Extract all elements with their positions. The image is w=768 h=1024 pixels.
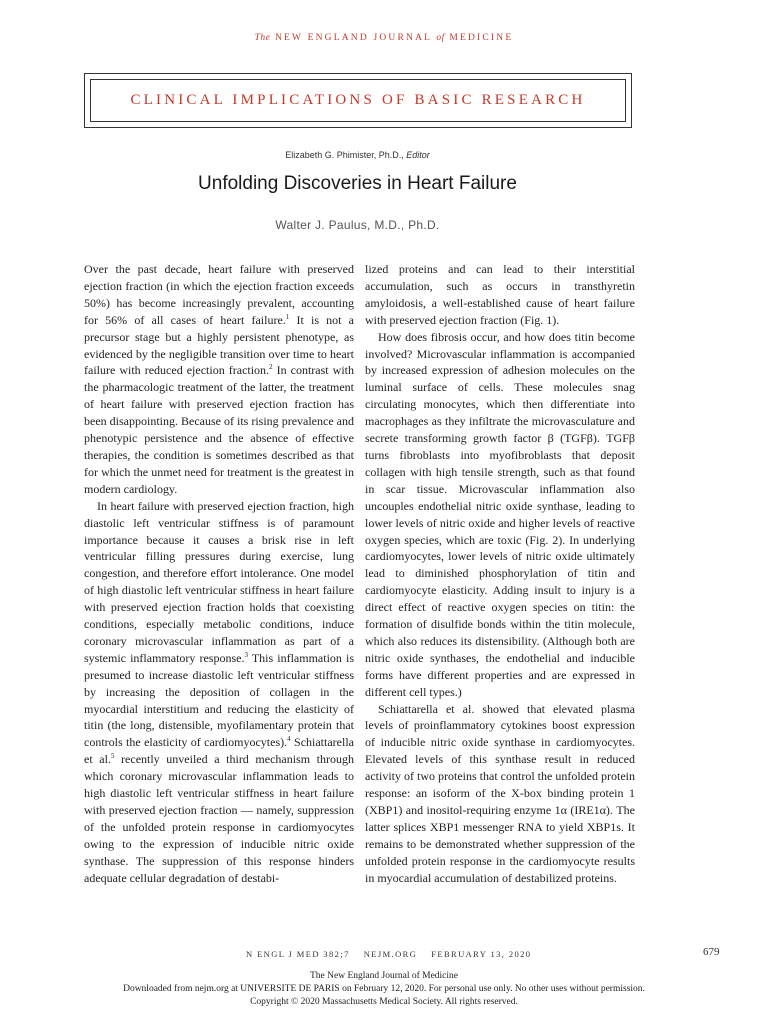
text-run: This inflammation is presumed to increase diastolic left ventricular stiffness by increasing the deposition of collagen in the myocardial interstitium and reducing the elasticity of titin (the long, distensible, myofilamentary protein that controls the elasticity of cardiomyocytes). xyxy=(84,650,354,750)
page-number: 679 xyxy=(703,946,720,958)
journal-of: of xyxy=(436,33,445,43)
citation-ref: 4 xyxy=(287,735,291,744)
citation-ref: 1 xyxy=(285,312,290,321)
download-notice-journal: The New England Journal of Medicine xyxy=(310,971,458,981)
section-banner-inner xyxy=(90,79,626,122)
citation-ref: 3 xyxy=(244,650,248,659)
text-run: In contrast with the pharmacologic treatment of the latter, the treatment of heart failure with preserved ejection fraction has been disappointing. Because of its rising prevalence and phenotypic persistence and the absence of effective therapies, the condition is sometimes described as that for which the unmet need for treatment is the greatest in modern cardiology. xyxy=(84,363,354,496)
section-banner xyxy=(84,73,632,128)
citation-ref: 5 xyxy=(110,752,115,761)
text-run: recently unveiled a third mechanism through which coronary microvascular inflammation leads to high diastolic left ventricular stiffness in heart failure with preserved ejection fraction — namely, suppression of the unfolded protein response in cardiomyocytes owing to the expression of inducible nitric oxide synthase. The suppression of this response hinders adequate cellular degradation of destabi- xyxy=(84,752,355,885)
editor-role: Editor xyxy=(406,150,430,160)
text-run: In heart failure with preserved ejection fraction, high diastolic left ventricular stiffness is of paramount importance because it causes a brisk rise in left ventricular filling pressures during exercise, lung congestion, and therefore effort intolerance. One model of high diastolic left ventricular stiffness in heart failure with preserved ejection fraction holds that coexisting conditions, especially metabolic conditions, induce coronary microvascular inflammation as part of a systemic inflammatory response. xyxy=(84,498,354,665)
citation-ref: 2 xyxy=(269,363,273,372)
text-run: Schiattarella et al. xyxy=(84,735,354,767)
article-author: Walter J. Paulus, M.D., Ph.D. xyxy=(275,218,440,232)
paragraph xyxy=(84,498,354,887)
article-title: Unfolding Discoveries in Heart Failure xyxy=(198,173,517,194)
text-run: It is not a precursor stage but a highly persistent phenotype, as evidenced by the negligible transition over time to heart failure with reduced ejection fraction. xyxy=(84,312,354,378)
text-run: Over the past decade, heart failure with preserved ejection fraction (in which the ejection fraction exceeds 50%) has become increasingly prevalent, accounting for 56% of all cases of heart failure. xyxy=(84,262,354,327)
journal-name: NEW ENGLAND JOURNAL xyxy=(274,33,432,43)
text-column-right xyxy=(365,261,635,887)
paragraph: lized proteins and can lead to their interstitial accumulation, such as occurs in transthyretin amyloidosis, a well-established cause of heart failure with preserved ejection fraction (Fig. 1). xyxy=(365,262,635,327)
section-title: CLINICAL IMPLICATIONS OF BASIC RESEARCH xyxy=(130,92,586,108)
footer-date: FEBRUARY 13, 2020 xyxy=(431,949,532,959)
text-column-left xyxy=(84,261,354,887)
footer-citation: N ENGL J MED 382;7 xyxy=(246,949,350,959)
journal-medicine: MEDICINE xyxy=(449,33,514,43)
paragraph xyxy=(84,261,354,498)
editor-name: Elizabeth G. Phimister, Ph.D., xyxy=(285,150,404,160)
journal-the: The xyxy=(254,33,271,43)
paragraph: How does fibrosis occur, and how does titin become involved? Microvascular inflammation is accompanied by increased expression of adhesion molecules on the luminal surface of cells. These molecules snag circulating monocytes, which then differentiate into macrophages as they infiltrate the microvasculature and secrete transforming growth factor β (TGFβ). TGFβ turns fibroblasts into myofibroblasts that deposit collagen with high tensile strength, such as that found in scar tissue. Microvascular inflammation also uncouples endothelial nitric oxide synthase, leading to lower levels of nitric oxide and higher levels of reactive oxygen species, which are toxic (Fig. 2). In underlying cardiomyocytes, lower levels of nitric oxide ultimately lead to diminished phosphorylation of titin and cardiomyocyte elasticity. Adding insult to injury is a direct effect of reactive oxygen species on titin: the formation of disulfide bonds within the titin molecule, which also reduces its distensibility. (Although both are nitric oxide synthases, the endothelial and inducible forms have different properties and are expressed in different cell types.) xyxy=(365,329,635,699)
paragraph: Schiattarella et al. showed that elevated plasma levels of proinflammatory cytokines boost expression of inducible nitric oxide synthase in cardiomyocytes. Elevated levels of this synthase result in reduced activity of two proteins that control the unfolded protein response: an isoform of the X-box binding protein 1 (XBP1) and inositol-requiring enzyme 1α (IRE1α). The latter splices XBP1 messenger RNA to yield XBP1s. It remains to be demonstrated whether suppression of the unfolded protein response in the cardiomyocyte results in myocardial accumulation of destabilized proteins. xyxy=(365,701,635,885)
journal-running-head xyxy=(0,33,768,43)
editor-line xyxy=(0,150,715,160)
footer-site: NEJM.ORG xyxy=(363,949,418,959)
page-footer xyxy=(246,949,531,959)
download-notice-copyright: Copyright © 2020 Massachusetts Medical Society. All rights reserved. xyxy=(250,997,518,1007)
download-notice-source: Downloaded from nejm.org at UNIVERSITE DE PARIS on February 12, 2020. For personal use only. No other uses without permission. xyxy=(123,984,645,994)
